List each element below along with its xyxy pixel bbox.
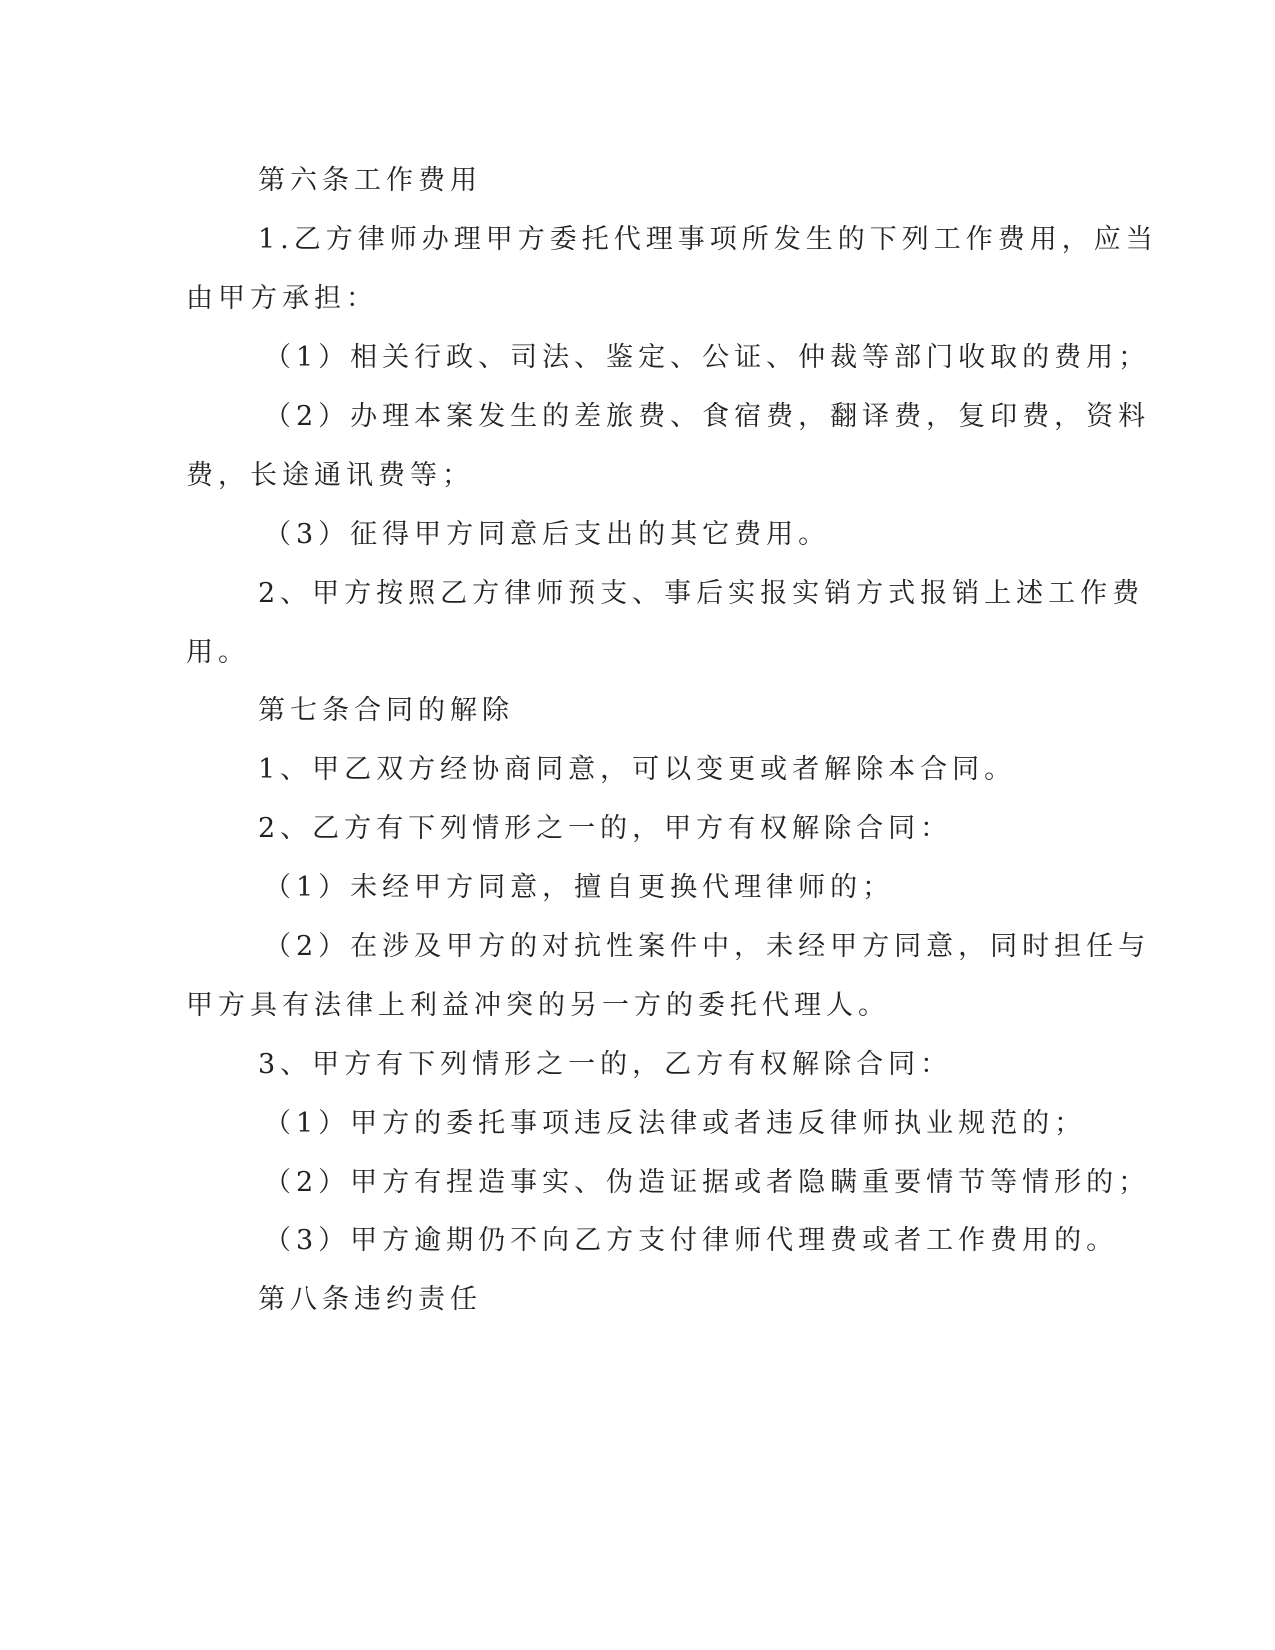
paragraph-line: 2、乙方有下列情形之一的，甲方有权解除合同： <box>258 813 953 844</box>
paragraph-line: 费，长途通讯费等； <box>186 460 474 491</box>
paragraph-line: （2）办理本案发生的差旅费、食宿费，翻译费，复印费，资料 <box>264 401 1151 432</box>
paragraph-line: （2）在涉及甲方的对抗性案件中，未经甲方同意，同时担任与 <box>264 931 1151 962</box>
paragraph-line: （3）征得甲方同意后支出的其它费用。 <box>264 519 831 550</box>
article-8-heading: 第八条违约责任 <box>258 1284 482 1315</box>
paragraph-line: 甲方具有法律上利益冲突的另一方的委托代理人。 <box>186 990 890 1021</box>
paragraph-line: （1）甲方的委托事项违反法律或者违反律师执业规范的； <box>264 1108 1087 1139</box>
paragraph-line: （2）甲方有捏造事实、伪造证据或者隐瞒重要情节等情形的； <box>264 1167 1151 1198</box>
paragraph-line: （1）相关行政、司法、鉴定、公证、仲裁等部门收取的费用； <box>264 342 1151 373</box>
paragraph-line: （3）甲方逾期仍不向乙方支付律师代理费或者工作费用的。 <box>264 1225 1119 1256</box>
paragraph-line: 1.乙方律师办理甲方委托代理事项所发生的下列工作费用，应当 <box>258 224 1158 255</box>
paragraph-line: 1、甲乙双方经协商同意，可以变更或者解除本合同。 <box>258 754 1017 785</box>
paragraph-line: 3、甲方有下列情形之一的，乙方有权解除合同： <box>258 1049 953 1080</box>
article-6-heading: 第六条工作费用 <box>258 165 482 196</box>
paragraph-line: 用。 <box>186 637 250 668</box>
paragraph-line: （1）未经甲方同意，擅自更换代理律师的； <box>264 872 895 903</box>
paragraph-line: 2、甲方按照乙方律师预支、事后实报实销方式报销上述工作费 <box>258 578 1145 609</box>
paragraph-line: 由甲方承担： <box>186 283 378 314</box>
article-7-heading: 第七条合同的解除 <box>258 695 514 726</box>
